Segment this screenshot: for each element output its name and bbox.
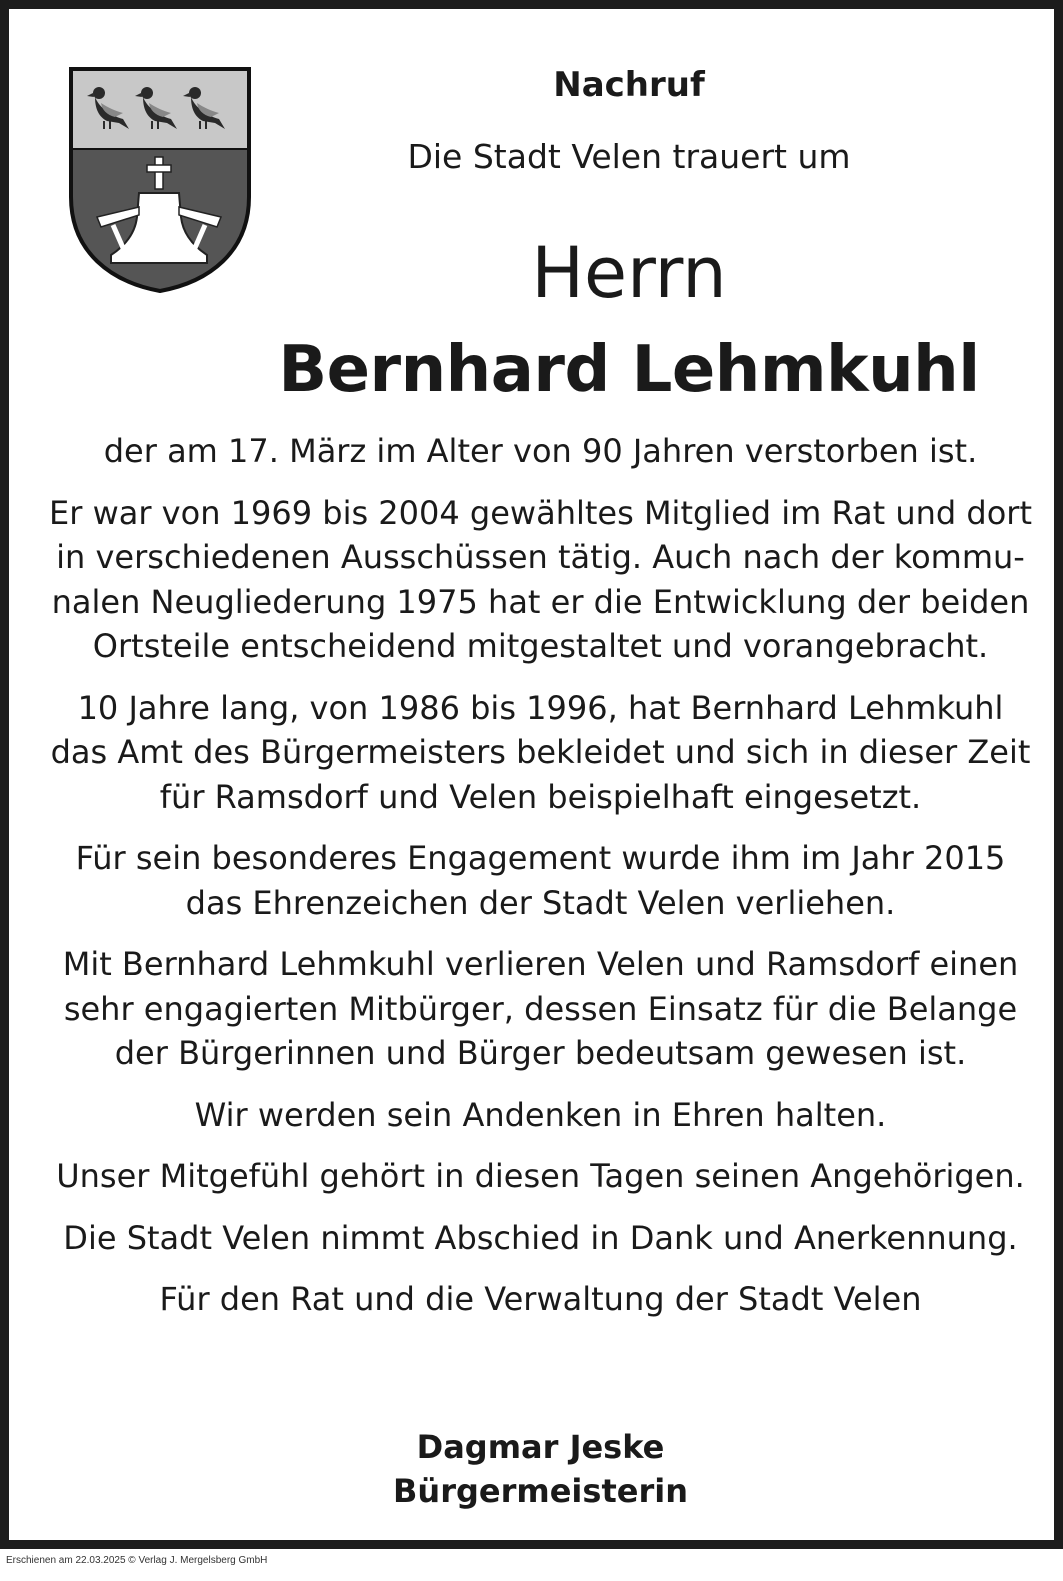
- paragraph-line: Die Stadt Velen nimmt Abschied in Dank und Anerkennung.: [63, 1218, 1018, 1257]
- paragraph-line: das Ehrenzeichen der Stadt Velen verliehen.: [185, 883, 896, 922]
- paragraph: [49, 1277, 1032, 1322]
- paragraph-line: Für den Rat und die Verwaltung der Stadt Velen: [159, 1280, 922, 1318]
- paragraph-line: für Ramsdorf und Velen beispielhaft eingesetzt.: [159, 777, 922, 816]
- paragraph-line: das Amt des Bürgermeisters bekleidet und sich in dieser Zeit: [50, 733, 1031, 771]
- signatory-name: Dagmar Jeske: [416, 1428, 665, 1466]
- deceased-name: Bernhard Lehmkuhl: [278, 333, 980, 407]
- paragraph-line: Unser Mitgefühl gehört in diesen Tagen seinen Angehörigen.: [56, 1157, 1025, 1195]
- paragraph-line: Mit Bernhard Lehmkuhl verlieren Velen und Ramsdorf einen: [62, 945, 1019, 983]
- paragraph: [49, 491, 1032, 669]
- publication-footer: Erschienen am 22.03.2025 © Verlag J. Mergelsberg GmbH: [6, 1555, 268, 1566]
- paragraph: [49, 836, 1032, 925]
- paragraph-line: Für sein besonderes Engagement wurde ihm im Jahr 2015: [75, 839, 1006, 877]
- paragraph-line: Wir werden sein Andenken in Ehren halten.: [194, 1095, 887, 1134]
- coat-of-arms-icon: [69, 67, 251, 293]
- salutation: Herrn: [531, 232, 727, 314]
- paragraph-line: Ortsteile entscheidend mitgestaltet und vorangebracht.: [92, 627, 989, 665]
- paragraph: [49, 1093, 1032, 1138]
- signatory-title: Bürgermeisterin: [393, 1472, 688, 1510]
- obituary-heading: Nachruf: [553, 65, 705, 105]
- paragraph-line: Er war von 1969 bis 2004 gewähltes Mitglied im Rat und dort: [49, 493, 1032, 532]
- paragraph-line: der Bürgerinnen und Bürger bedeutsam gewesen ist.: [114, 1034, 967, 1072]
- paragraph: [49, 1154, 1032, 1199]
- paragraph-line: nalen Neugliederung 1975 hat er die Entwicklung der beiden: [51, 582, 1030, 621]
- paragraph-line: 10 Jahre lang, von 1986 bis 1996, hat Bernhard Lehmkuhl: [77, 688, 1004, 727]
- intro-line: Die Stadt Velen trauert um: [407, 137, 851, 176]
- paragraph: [49, 942, 1032, 1076]
- paragraph: [49, 1216, 1032, 1261]
- paragraph: [49, 429, 1032, 474]
- paragraph-line: sehr engagierten Mitbürger, dessen Einsatz für die Belange: [63, 989, 1018, 1028]
- paragraph-line: in verschiedenen Ausschüssen tätig. Auch nach der kommu-: [56, 538, 1025, 576]
- obituary-body: [49, 429, 1032, 1339]
- paragraph: [49, 686, 1032, 820]
- paragraph-line: der am 17. März im Alter von 90 Jahren verstorben ist.: [103, 432, 978, 470]
